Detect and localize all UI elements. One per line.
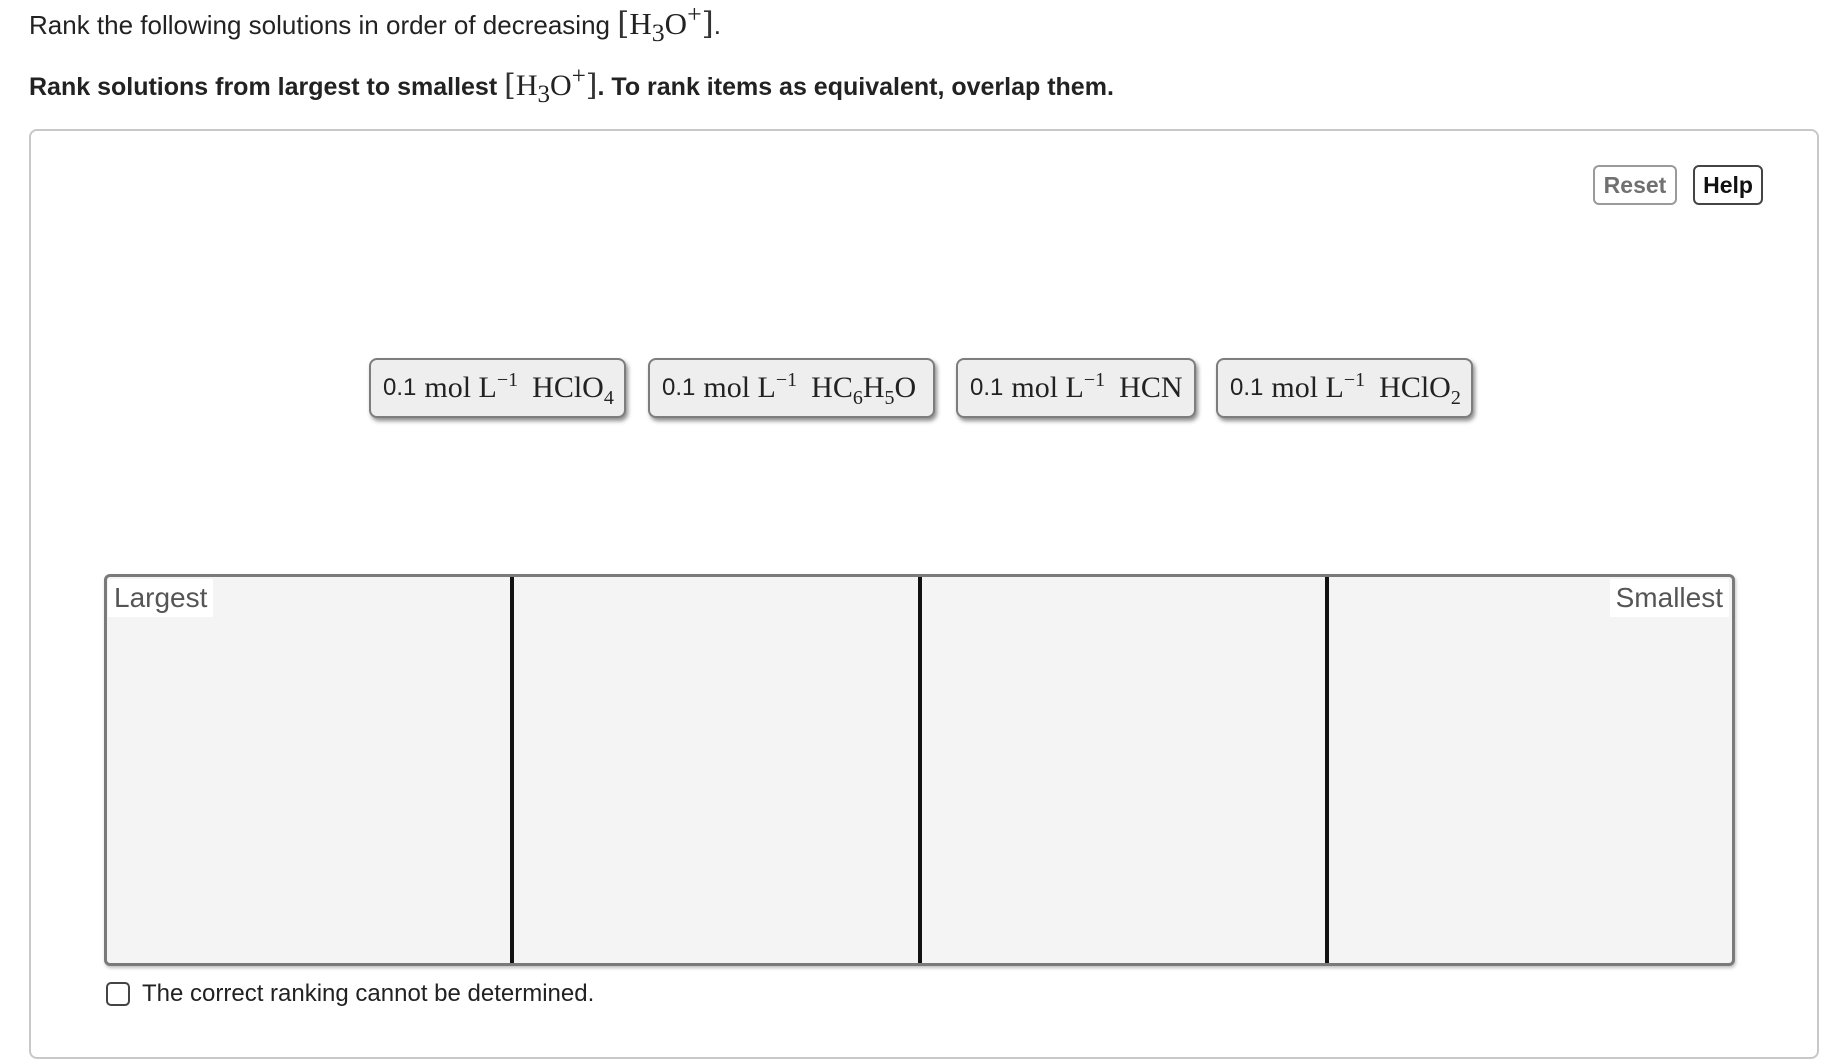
help-button[interactable]: Help bbox=[1693, 165, 1763, 205]
formula: $HC_6H_5O$ bbox=[811, 371, 917, 409]
instruction-text bbox=[29, 63, 1114, 108]
hydronium-formula-instruction: $[H_3O^+]$ bbox=[504, 63, 598, 108]
hydronium-formula: $[H_3O^+]$ bbox=[617, 0, 714, 48]
formula: HClO$_2$ bbox=[1379, 371, 1461, 409]
reset-button[interactable]: Reset bbox=[1593, 165, 1677, 205]
question-prompt: Rank the following solutions in order of decreasing bbox=[29, 10, 611, 40]
ranking-slot-2[interactable] bbox=[514, 577, 921, 963]
cannot-determine-option[interactable] bbox=[106, 980, 594, 1008]
cannot-determine-checkbox[interactable] bbox=[106, 982, 130, 1006]
draggable-item-hc6h5o[interactable]: 0.1 mol $L^{-1}$ $HC_6H_5O$ bbox=[648, 358, 935, 418]
ranking-slot-1[interactable] bbox=[107, 577, 514, 963]
ranking-area bbox=[104, 574, 1735, 966]
ranking-slot-4[interactable] bbox=[1329, 577, 1732, 963]
instruction-prefix: Rank solutions from largest to smallest bbox=[29, 73, 498, 101]
question-text: Rank the following solutions in order of decreasing $[H_3O^+]$. bbox=[29, 0, 721, 48]
draggable-item-hclo4[interactable]: 0.1 mol $L^{-1}$ HClO$_4$ bbox=[369, 358, 626, 418]
ranking-slot-3[interactable] bbox=[922, 577, 1329, 963]
largest-label: Largest bbox=[108, 579, 213, 617]
instruction-suffix: . To rank items as equivalent, overlap them. bbox=[597, 73, 1114, 101]
draggable-item-hclo2[interactable]: 0.1 mol $L^{-1}$ HClO$_2$ bbox=[1216, 358, 1473, 418]
draggable-item-hcn[interactable]: 0.1 mol $L^{-1}$ HCN bbox=[956, 358, 1196, 418]
cannot-determine-label: The correct ranking cannot be determined. bbox=[142, 980, 595, 1007]
smallest-label: Smallest bbox=[1610, 579, 1729, 617]
formula: HClO$_4$ bbox=[532, 371, 614, 409]
formula: HCN bbox=[1119, 371, 1183, 404]
